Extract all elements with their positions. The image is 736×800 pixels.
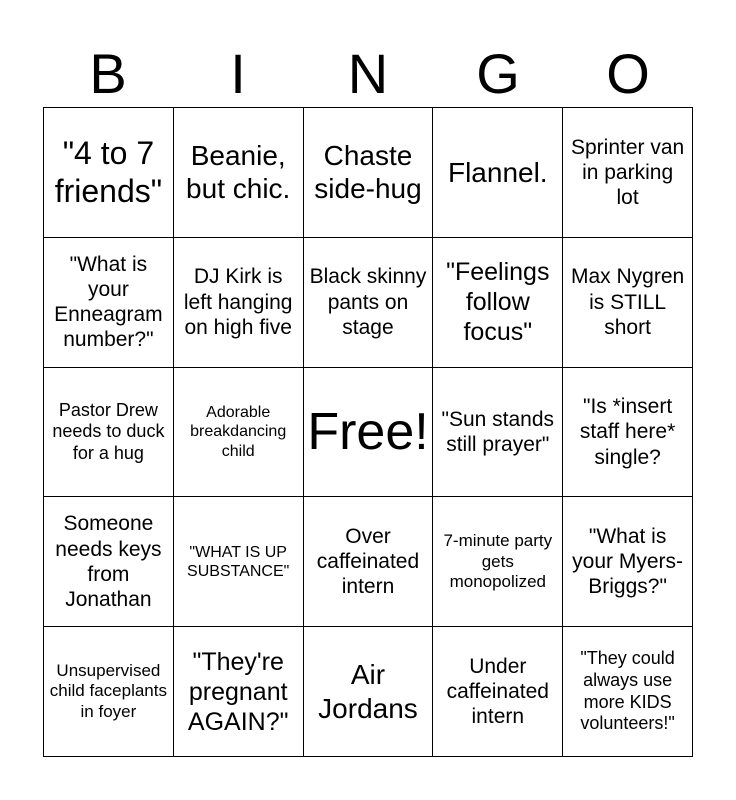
bingo-cell-r4-c0[interactable] [44,627,174,757]
bingo-cell-r2-c4[interactable] [563,368,693,498]
bingo-cell-r3-c0[interactable] [44,497,174,627]
bingo-cell-r3-c3[interactable] [433,497,563,627]
bingo-cell-r3-c2[interactable] [304,497,434,627]
bingo-cell-text: "WHAT IS UP SUBSTANCE" [187,543,290,580]
bingo-cell-r1-c4[interactable] [563,238,693,368]
bingo-cell-text: Beanie, but chic. [186,139,291,205]
bingo-cell-r0-c3[interactable] [433,108,563,238]
bingo-cell-text: "They're pregnant AGAIN?" [187,647,289,736]
bingo-cell-text: "Sun stands still prayer" [441,407,555,456]
bingo-cell-text: Black skinny pants on stage [309,265,427,339]
bingo-cell-text: Sprinter van in parking lot [570,135,685,209]
bingo-cell-r4-c1[interactable] [174,627,304,757]
header-letter-g: G [476,42,520,105]
bingo-cell-r2-c1[interactable] [174,368,304,498]
bingo-cell-text: Over caffeinated intern [316,525,420,599]
bingo-cell-r1-c0[interactable] [44,238,174,368]
bingo-cell-r4-c4[interactable] [563,627,693,757]
bingo-cell-r1-c1[interactable] [174,238,304,368]
bingo-cell-text: Max Nygren is STILL short [570,265,685,339]
bingo-cell-r2-c3[interactable] [433,368,563,498]
bingo-cell-text: "What is your Enneagram number?" [54,252,163,352]
bingo-cell-r1-c3[interactable] [433,238,563,368]
bingo-cell-r3-c4[interactable] [563,497,693,627]
header-letter-i: I [230,42,246,105]
bingo-cell-r4-c3[interactable] [433,627,563,757]
bingo-cell-text: "They could always use more KIDS volunteers!" [580,648,675,734]
bingo-cell-r0-c4[interactable] [563,108,693,238]
bingo-cell-text: Air Jordans [318,659,418,724]
bingo-cell-text: Flannel. [447,156,548,188]
bingo-header [43,40,693,108]
bingo-cell-free[interactable] [304,368,434,498]
bingo-cell-text: "What is your Myers-Briggs?" [572,525,684,599]
bingo-cell-text: 7-minute party gets monopolized [443,531,553,591]
bingo-cell-text: Adorable breakdancing child [190,404,287,460]
bingo-cell-text: "4 to 7 friends" [54,135,163,210]
bingo-cell-r0-c2[interactable] [304,108,434,238]
bingo-cell-text: Unsupervised child faceplants in foyer [49,661,167,721]
bingo-card [43,107,693,757]
bingo-cell-text: Under caffeinated intern [446,654,549,729]
bingo-cell-r1-c2[interactable] [304,238,434,368]
bingo-cell-text: "Feelings follow focus" [446,258,550,347]
bingo-cell-text: "Is *insert staff here* single? [579,395,676,469]
bingo-cell-r2-c0[interactable] [44,368,174,498]
bingo-cell-r4-c2[interactable] [304,627,434,757]
bingo-cell-r0-c0[interactable] [44,108,174,238]
header-letter-n: N [347,42,389,105]
bingo-cell-text: Chaste side-hug [314,139,422,205]
bingo-cell-r3-c1[interactable] [174,497,304,627]
bingo-cell-text: DJ Kirk is left hanging on high five [183,265,293,339]
free-space-label: Free! [307,402,429,461]
bingo-cell-r0-c1[interactable] [174,108,304,238]
bingo-cell-text: Someone needs keys from Jonathan [55,512,162,611]
header-letter-b: B [89,42,127,105]
bingo-cell-text: Pastor Drew needs to duck for a hug [52,399,165,463]
header-letter-o: O [606,42,650,105]
